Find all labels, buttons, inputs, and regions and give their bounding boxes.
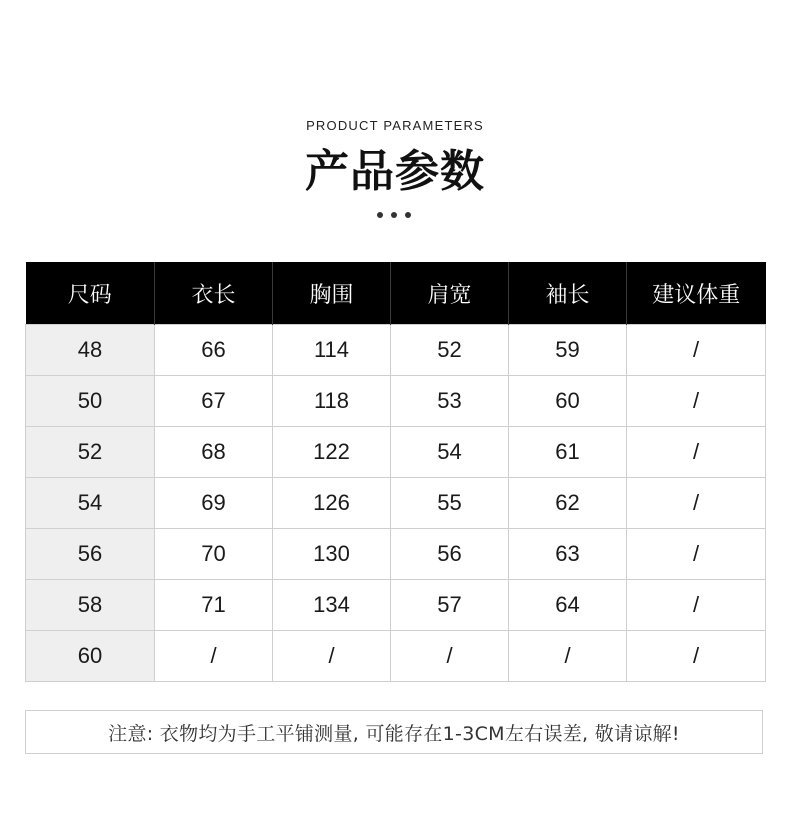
cell-size: 50: [26, 376, 155, 427]
cell-size: 48: [26, 325, 155, 376]
cell-shoulder: 55: [391, 478, 509, 529]
dot-icon: [377, 212, 383, 218]
cell-sleeve: 62: [509, 478, 627, 529]
cell-length: 66: [155, 325, 273, 376]
table-row: [26, 580, 766, 631]
cell-sleeve: 60: [509, 376, 627, 427]
subtitle: PRODUCT PARAMETERS: [306, 118, 484, 133]
cell-sleeve: 63: [509, 529, 627, 580]
cell-shoulder: 54: [391, 427, 509, 478]
cell-sleeve: 64: [509, 580, 627, 631]
column-header-weight: 建议体重: [627, 262, 766, 325]
cell-shoulder: /: [391, 631, 509, 682]
cell-size: 60: [26, 631, 155, 682]
cell-chest: 114: [273, 325, 391, 376]
table-row: [26, 631, 766, 682]
table-row: [26, 529, 766, 580]
cell-sleeve: /: [509, 631, 627, 682]
column-header-length: 衣长: [155, 262, 273, 325]
table-row: [26, 325, 766, 376]
column-header-sleeve: 袖长: [509, 262, 627, 325]
column-header-chest: 胸围: [273, 262, 391, 325]
cell-size: 54: [26, 478, 155, 529]
note-text: 注意: 衣物均为手工平铺测量, 可能存在1-3CM左右误差, 敬请谅解!: [108, 722, 680, 745]
dot-icon: [405, 212, 411, 218]
cell-chest: /: [273, 631, 391, 682]
cell-size: 56: [26, 529, 155, 580]
cell-weight: /: [627, 580, 766, 631]
cell-shoulder: 56: [391, 529, 509, 580]
column-header-size: 尺码: [26, 262, 155, 325]
cell-sleeve: 61: [509, 427, 627, 478]
cell-sleeve: 59: [509, 325, 627, 376]
cell-weight: /: [627, 325, 766, 376]
cell-weight: /: [627, 478, 766, 529]
cell-weight: /: [627, 427, 766, 478]
cell-size: 52: [26, 427, 155, 478]
table-header-row: [26, 262, 766, 325]
cell-size: 58: [26, 580, 155, 631]
cell-chest: 118: [273, 376, 391, 427]
cell-length: 71: [155, 580, 273, 631]
page-title: 产品参数: [305, 146, 485, 197]
cell-length: 67: [155, 376, 273, 427]
column-header-shoulder: 肩宽: [391, 262, 509, 325]
dot-icon: [391, 212, 397, 218]
cell-chest: 134: [273, 580, 391, 631]
cell-chest: 130: [273, 529, 391, 580]
measurement-note: [25, 710, 763, 754]
cell-length: 70: [155, 529, 273, 580]
cell-shoulder: 57: [391, 580, 509, 631]
cell-length: 68: [155, 427, 273, 478]
cell-shoulder: 53: [391, 376, 509, 427]
cell-weight: /: [627, 376, 766, 427]
cell-chest: 126: [273, 478, 391, 529]
table-row: [26, 478, 766, 529]
cell-length: /: [155, 631, 273, 682]
cell-weight: /: [627, 529, 766, 580]
table-row: [26, 427, 766, 478]
cell-weight: /: [627, 631, 766, 682]
dots-decoration: [377, 212, 417, 220]
cell-length: 69: [155, 478, 273, 529]
size-table: [25, 262, 766, 682]
table-row: [26, 376, 766, 427]
cell-shoulder: 52: [391, 325, 509, 376]
cell-chest: 122: [273, 427, 391, 478]
